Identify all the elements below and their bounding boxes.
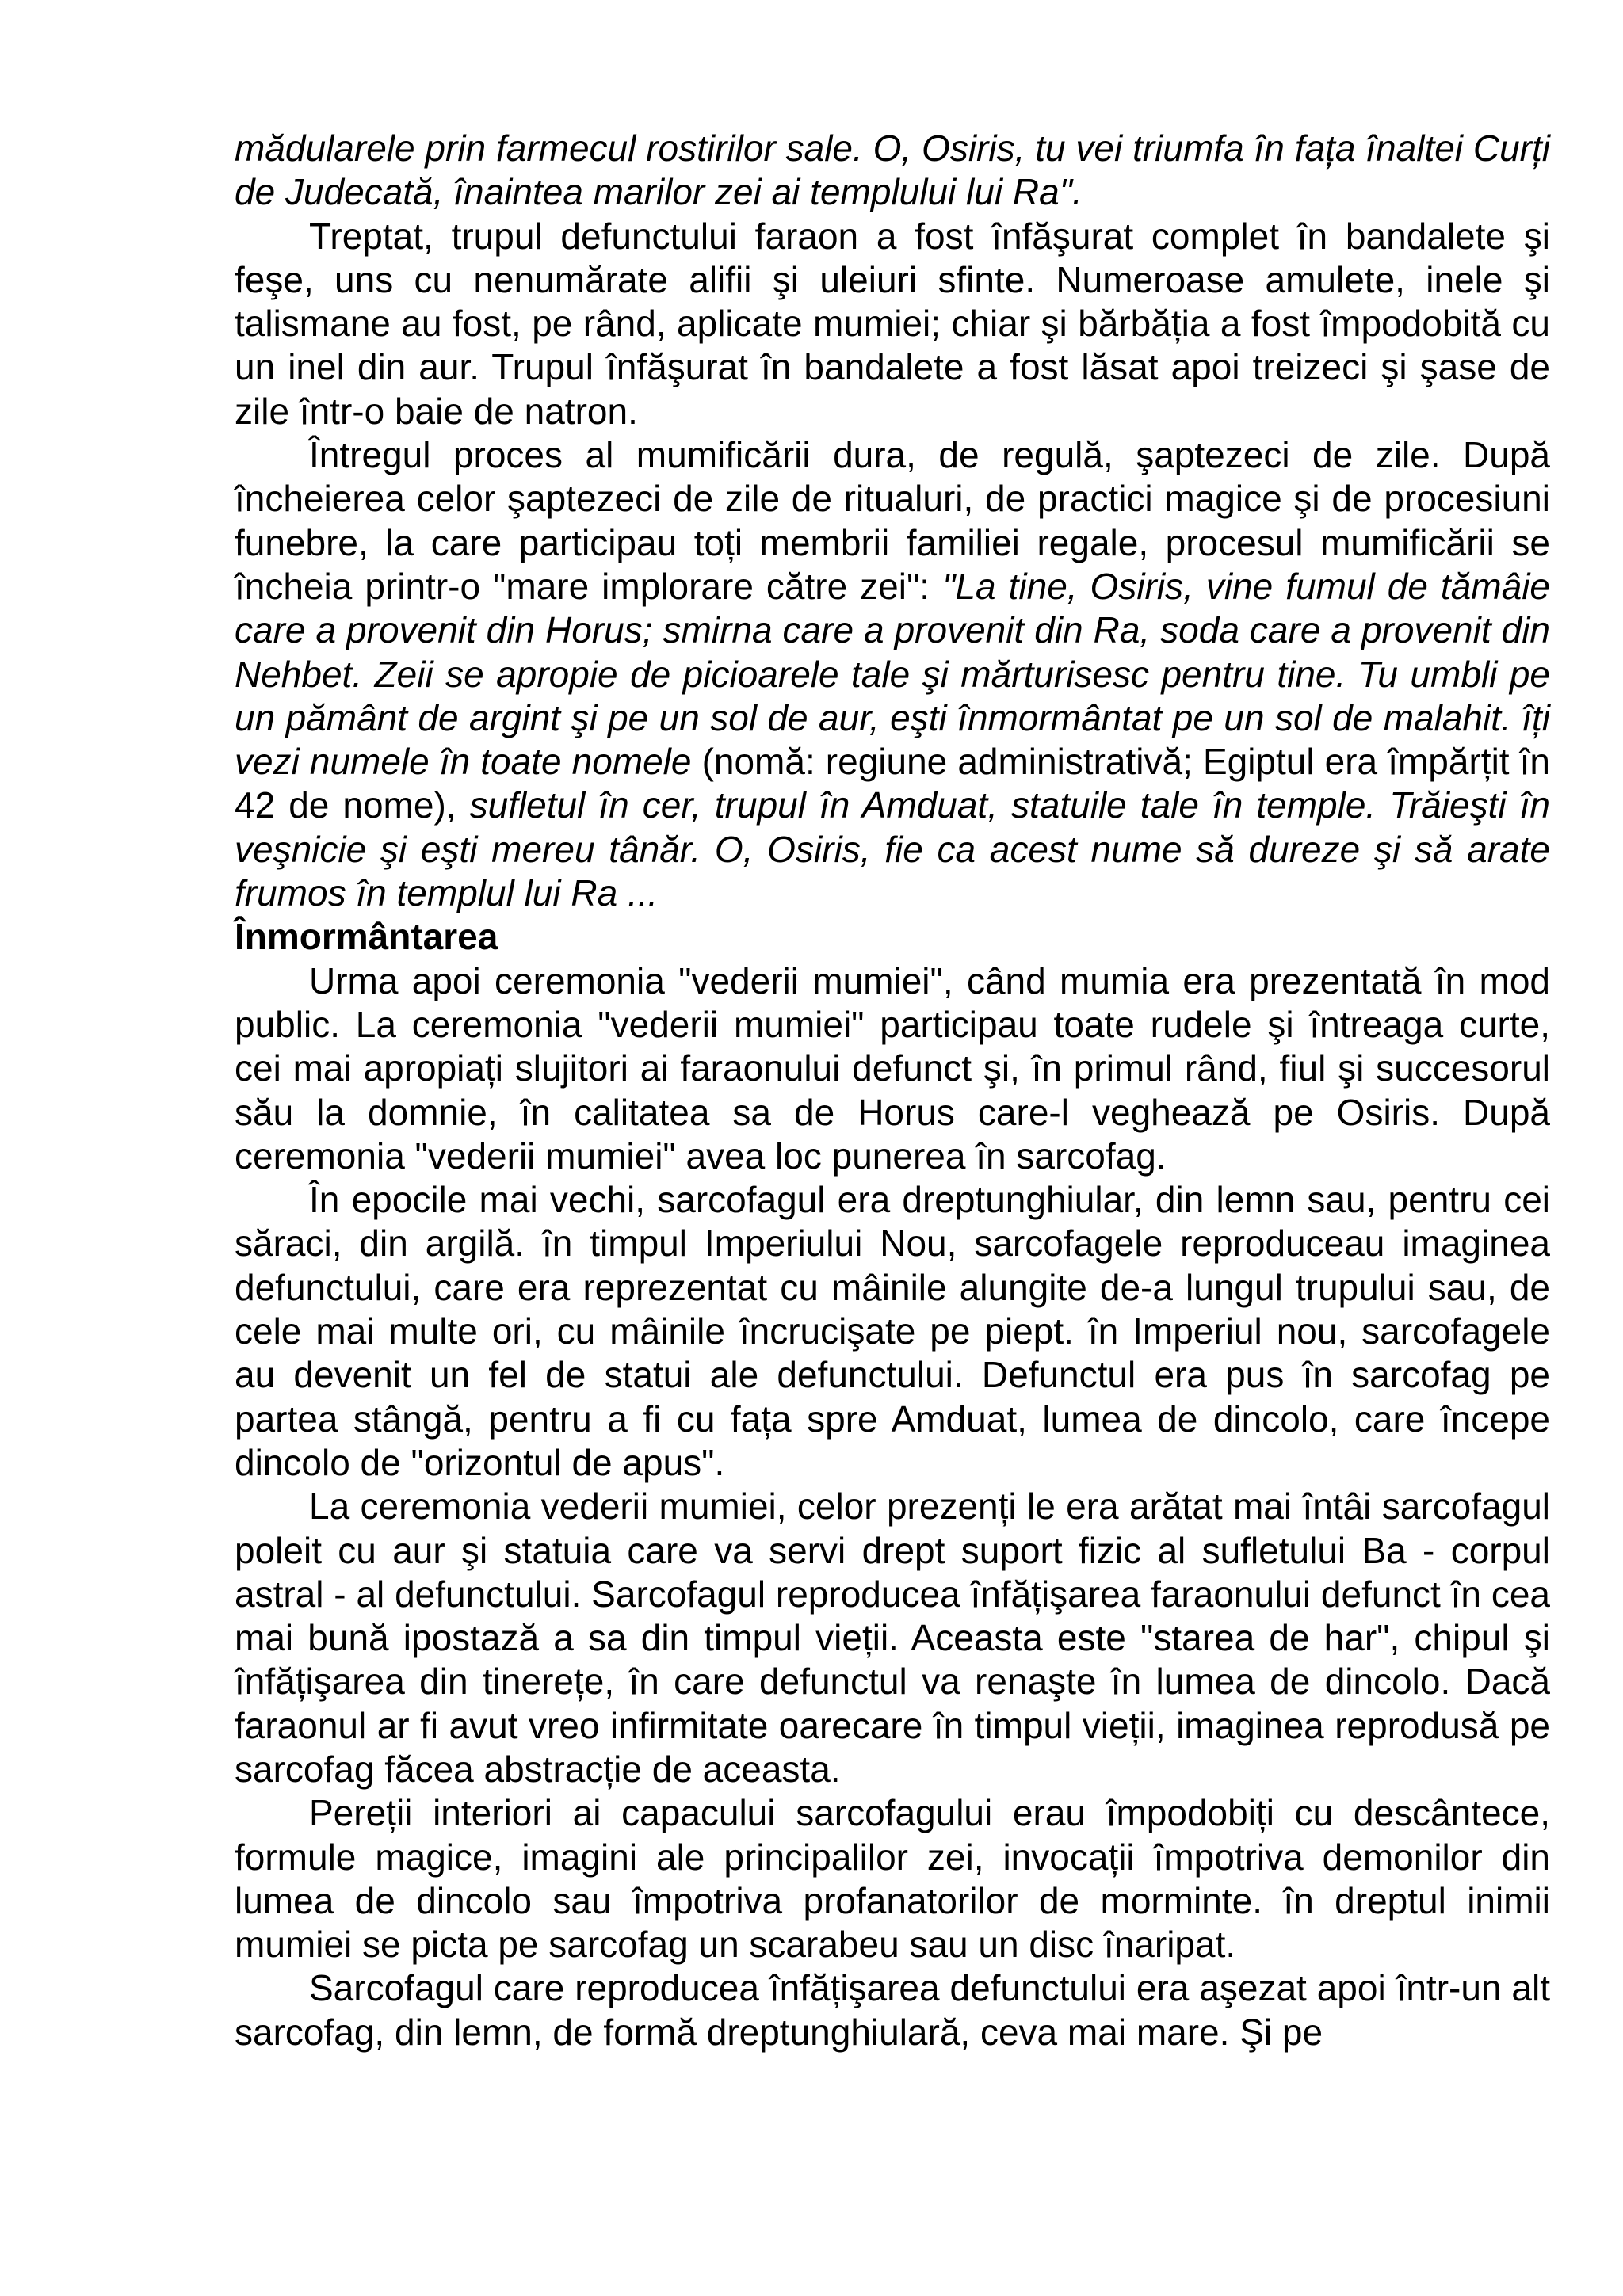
italic-text: "La tine, Osiris, vine fumul de tămâie care a provenit din Horus; smirna care a provenit din Ra, soda care a provenit din Nehbet. Zeii se apropie de picioarele tale şi mărturisesc pentru tine. Tu umbli pe un pământ de argint şi pe un sol de aur, eşti înmormântat pe un sol de malahit. îți vezi numele în toate nomele (235, 565, 1550, 783)
body-text: Întregul proces al mumificării dura, de regulă, şaptezeci de zile. După încheierea celor şaptezeci de zile de ritualuri, de practici magice şi de procesiuni funebre, la care participau toți membrii familiei regale, procesul mumificării se încheia printr-o "mare implorare către zei": (235, 434, 1550, 607)
paragraph (235, 1178, 1550, 1485)
paragraph (235, 1791, 1550, 1966)
body-text: La ceremonia vederii mumiei, celor prezenți le era arătat mai întâi sarcofagul poleit cu aur şi statuia care va servi drept suport fizic al sufletului Ba - corpul astral - al defunctului. Sarcofagul reproducea înfățişarea faraonului defunct în cea mai bună ipostază a sa din timpul vieții. Aceasta este "starea de har", chipul şi înfățişarea din tinerețe, în care defunctul va renaşte în lumea de dincolo. Dacă faraonul ar fi avut vreo infirmitate oarecare în timpul vieții, imaginea reprodusă pe sarcofag făcea abstracție de aceasta. (235, 1486, 1550, 1790)
body-text: (nomă: regiune administrativă; Egiptul era împărțit în 42 de nome), (235, 741, 1551, 826)
body-text: Treptat, trupul defunctului faraon a fost înfăşurat complet în bandalete şi feşe, uns cu nenumărate alifii şi uleiuri sfinte. Numeroase amulete, inele şi talismane au fost, pe rând, aplicate mumiei; chiar şi bărbăția a fost împodobită cu un inel din aur. Trupul înfăşurat în bandalete a fost lăsat apoi treizeci şi şase de zile într-o baie de natron. (235, 215, 1550, 432)
paragraph (235, 127, 1550, 215)
paragraph (235, 215, 1550, 433)
section-heading: Înmormântarea (235, 916, 498, 958)
paragraph (235, 959, 1550, 1178)
body-text: Urma apoi ceremonia "vederii mumiei", când mumia era prezentată în mod public. La ceremonia "vederii mumiei" participau toate rudele şi întreaga curte, cei mai apropiați slujitori ai faraonului defunct şi, în primul rând, fiul şi succesorul său la domnie, în calitatea sa de Horus care-l veghează pe Osiris. După ceremonia "vederii mumiei" avea loc punerea în sarcofag. (235, 959, 1550, 1177)
body-text: Sarcofagul care reproducea înfățişarea defunctului era aşezat apoi într-un alt sarcofag, din lemn, de formă dreptunghiulară, ceva mai mare. Şi pe (235, 1967, 1550, 2053)
document-page (235, 127, 1550, 2054)
italic-text: sufletul în cer, trupul în Amduat, statuile tale în temple. Trăieşti în veşnicie şi eşti mereu tânăr. O, Osiris, fie ca acest nume să dureze şi să arate frumos în templul lui Ra ... (235, 784, 1551, 914)
paragraph (235, 1485, 1550, 1791)
paragraph (235, 433, 1550, 915)
italic-text: mădularele prin farmecul rostirilor sale. O, Osiris, tu vei triumfa în fața înaltei Curți de Judecată, înaintea marilor zei ai templului lui Ra". (235, 128, 1550, 213)
body-text: Pereții interiori ai capacului sarcofagului erau împodobiți cu descântece, formule magice, imagini ale principalilor zei, invocații împotriva demonilor din lumea de dincolo sau împotriva profanatorilor de morminte. în dreptul inimii mumiei se picta pe sarcofag un scarabeu sau un disc înaripat. (235, 1792, 1550, 1966)
paragraph (235, 1966, 1550, 2054)
body-text: În epocile mai vechi, sarcofagul era dreptunghiular, din lemn sau, pentru cei săraci, din argilă. în timpul Imperiului Nou, sarcofagele reproduceau imaginea defunctului, care era reprezentat cu mâinile alungite de-a lungul trupului sau, de cele mai multe ori, cu mâinile încrucişate pe piept. în Imperiul nou, sarcofagele au devenit un fel de statui ale defunctului. Defunctul era pus în sarcofag pe partea stângă, pentru a fi cu fața spre Amduat, lumea de dincolo, care începe dincolo de "orizontul de apus". (235, 1179, 1550, 1483)
